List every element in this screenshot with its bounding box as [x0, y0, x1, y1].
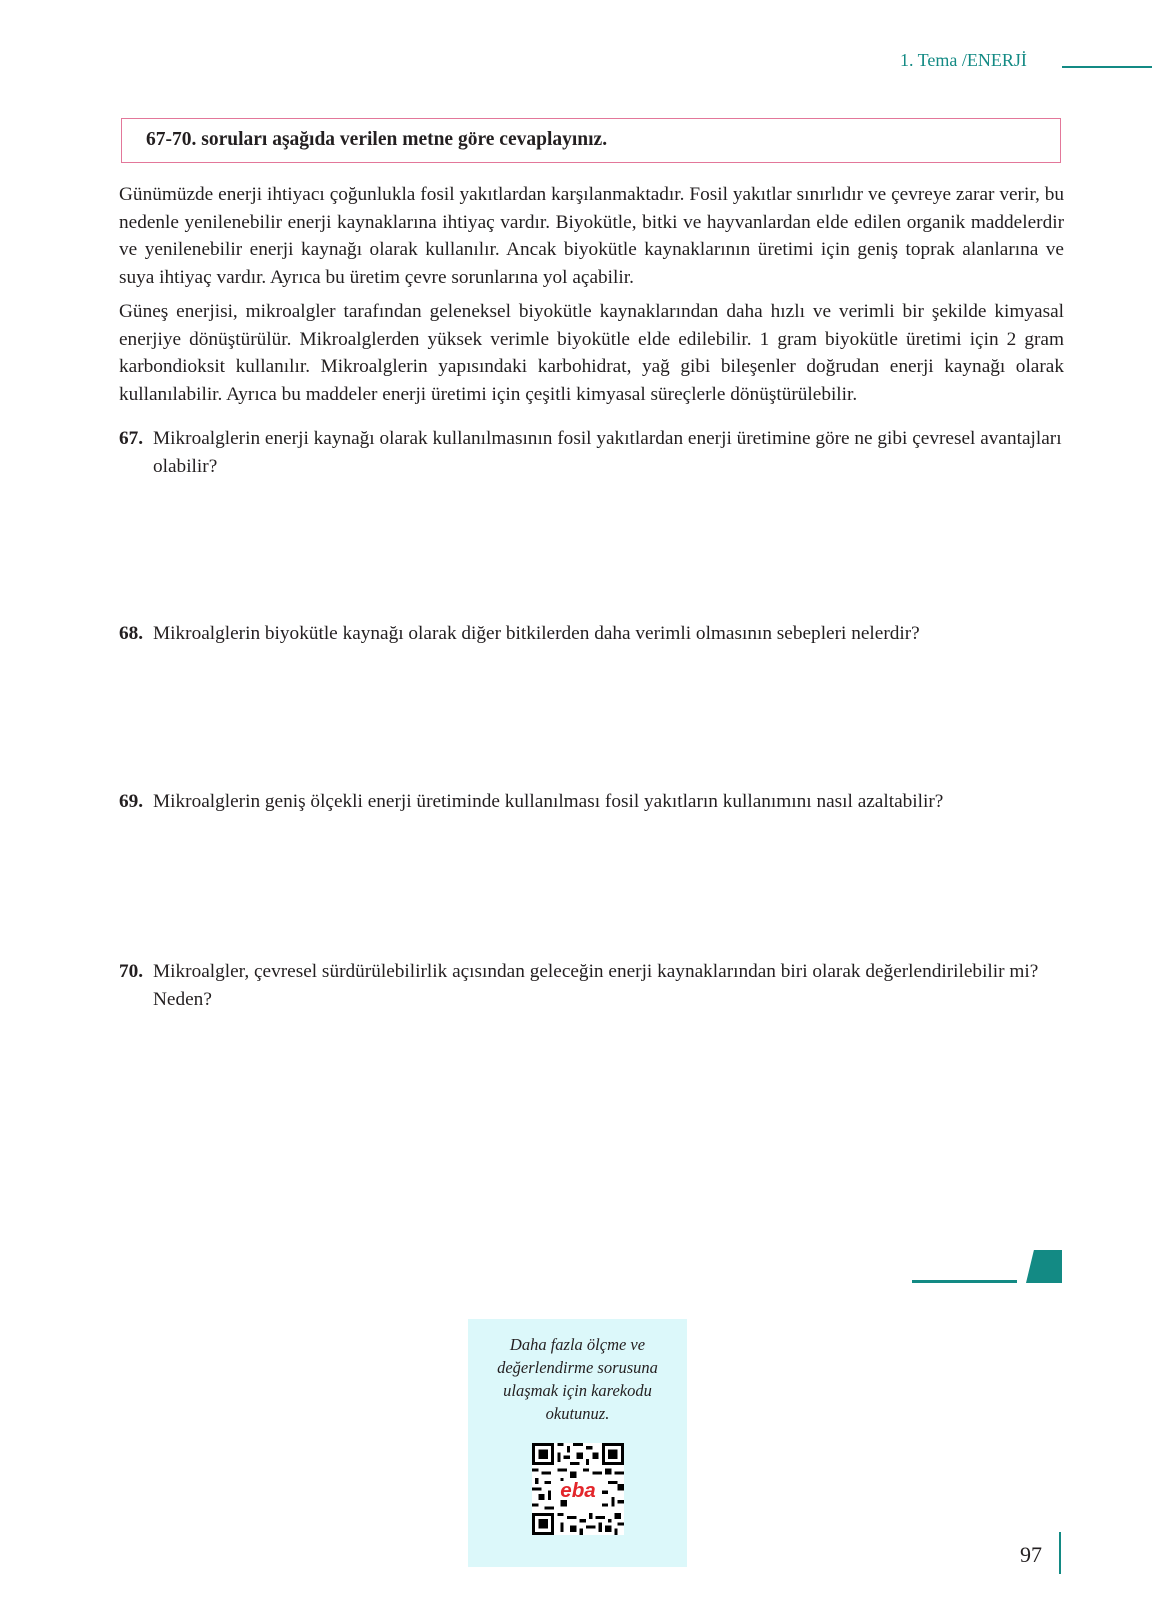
question-68: [119, 620, 1064, 648]
question-number: 67.: [119, 428, 144, 449]
reading-passage: [119, 181, 1064, 415]
question-text: Mikroalgler, çevresel sürdürülebilirlik açısından geleceğin enerji kaynaklarından biri olarak değerlendirilebilir mi? Neden?: [153, 961, 1039, 1010]
qr-code-graphic: [532, 1443, 624, 1535]
qr-panel: [468, 1319, 687, 1567]
header-rule: [1062, 66, 1152, 68]
question-text: Mikroalglerin biyokütle kaynağı olarak diğer bitkilerden daha verimli olmasının sebepleri nelerdir?: [153, 623, 920, 644]
decorative-block: [1026, 1250, 1062, 1283]
passage-paragraph-1: Günümüzde enerji ihtiyacı çoğunlukla fosil yakıtlardan karşılanmaktadır. Fosil yakıtlar sınırlıdır ve çevreye zarar verir, bu nedenle yenilenebilir enerji kaynaklarına ihtiyaç vardır. Biyokütle, bitki ve hayvanlardan elde edilen organik maddelerdir ve yenilenebilir enerji kaynağı olarak kullanılır. Ancak biyokütle kaynaklarının üretimi için geniş toprak alanlarına ve suya ihtiyaç vardır. Ayrıca bu üretim çevre sorunlarına yol açabilir.: [119, 184, 1064, 288]
instruction-text: 67-70. soruları aşağıda verilen metne göre cevaplayınız.: [146, 129, 608, 150]
question-number: 70.: [119, 961, 144, 982]
question-67: [119, 425, 1064, 480]
question-69: [119, 788, 1064, 816]
eba-logo: eba: [559, 1478, 596, 1502]
question-number: 68.: [119, 623, 144, 644]
decorative-rule: [912, 1280, 1017, 1283]
question-70: [119, 958, 1064, 1013]
qr-caption: Daha fazla ölçme ve değerlendirme sorusuna ulaşmak için karekodu okutunuz.: [497, 1335, 658, 1423]
question-text: Mikroalglerin enerji kaynağı olarak kullanılmasının fosil yakıtlardan enerji üretimine göre ne gibi çevresel avantajları olabilir?: [153, 428, 1062, 477]
page-number: 97: [1020, 1542, 1042, 1567]
instruction-box: [121, 118, 1061, 163]
question-number: 69.: [119, 791, 144, 812]
qr-code-icon[interactable]: [532, 1443, 624, 1535]
page-number-rule: [1059, 1532, 1061, 1574]
question-text: Mikroalglerin geniş ölçekli enerji üretiminde kullanılması fosil yakıtların kullanımını nasıl azaltabilir?: [153, 791, 944, 812]
passage-paragraph-2: Güneş enerjisi, mikroalgler tarafından geleneksel biyokütle kaynaklarından daha hızlı ve verimli bir şekilde kimyasal enerjiye dönüştürülür. Mikroalglerden yüksek verimle biyokütle elde edilebilir. 1 gram biyokütle üretimi için 2 gram karbondioksit kullanılır. Mikroalglerin yapısındaki karbohidrat, yağ gibi bileşenler doğrudan enerji kaynağı olarak kullanılabilir. Ayrıca bu maddeler enerji üretimi için çeşitli kimyasal süreçlerle dönüştürülebilir.: [119, 301, 1064, 405]
section-header: 1. Tema /ENERJİ: [900, 50, 1027, 70]
